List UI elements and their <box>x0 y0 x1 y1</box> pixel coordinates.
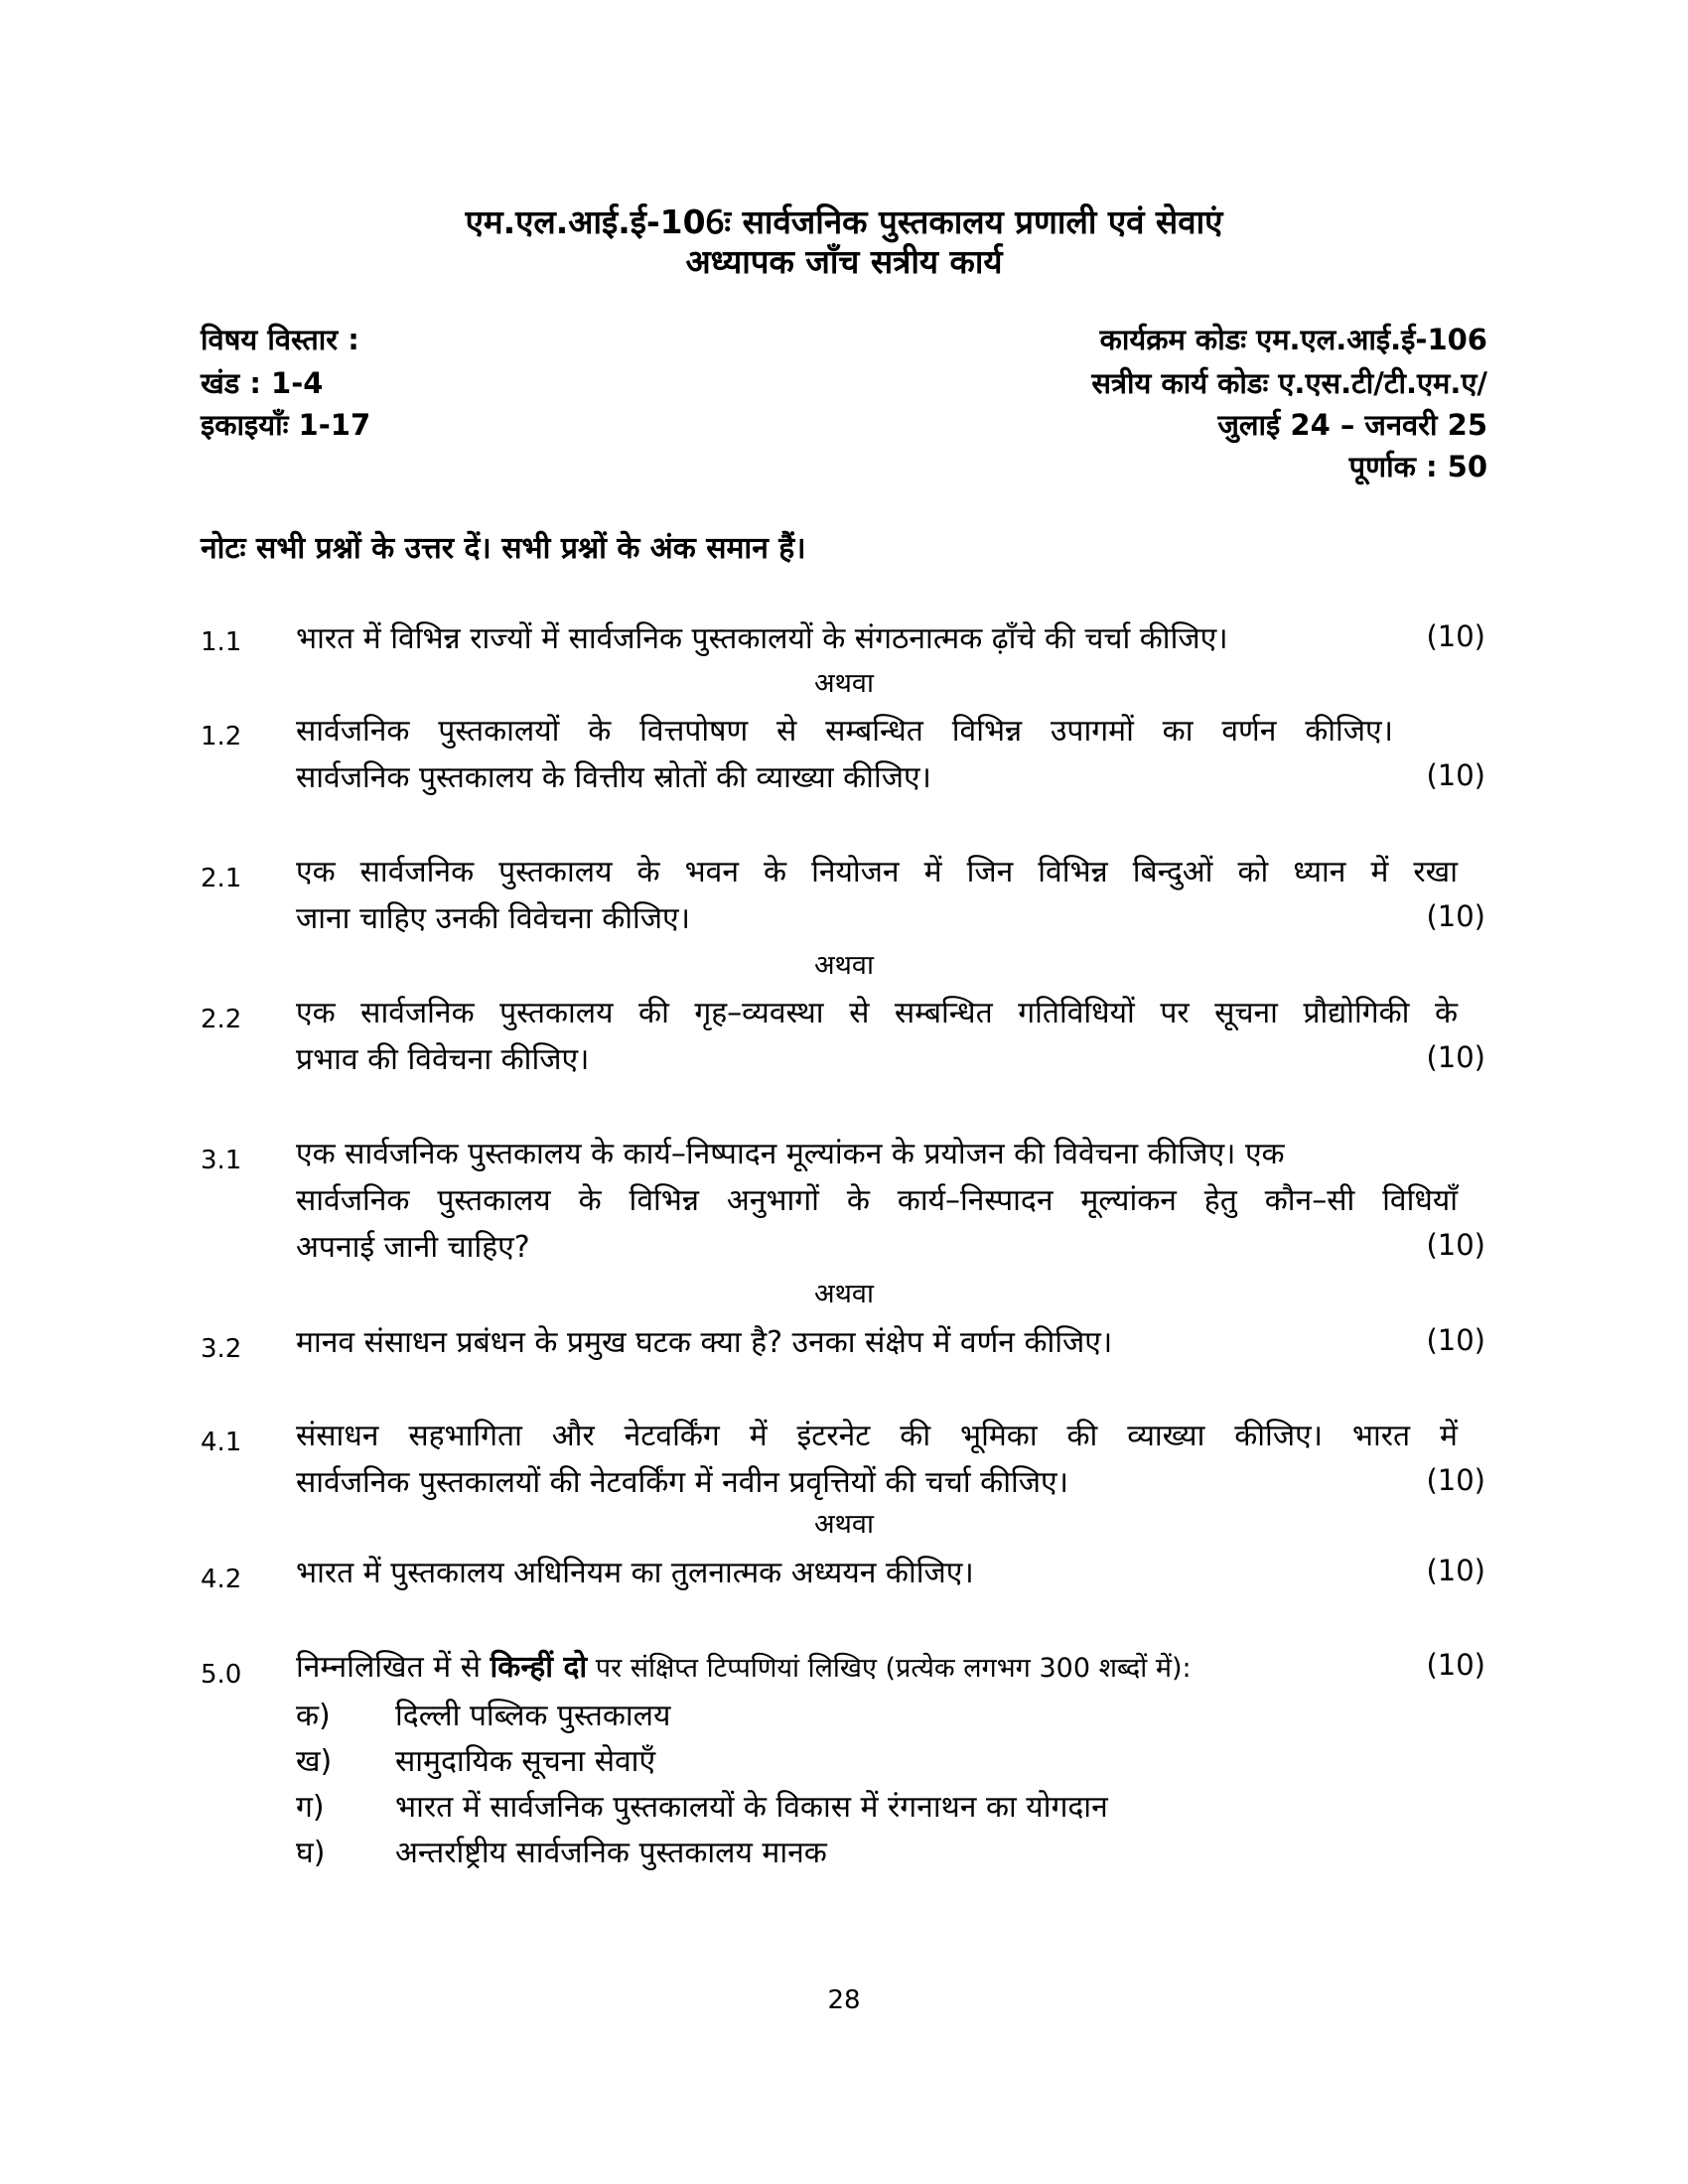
document-title: एम.एल.आई.ई-106ः सार्वजनिक पुस्तकालय प्रणाली एवं सेवाएं <box>465 203 1223 241</box>
question-text-continued: सार्वजनिक पुस्तकालय के विभिन्न अनुभागों के कार्य–निस्पादन मूल्यांकन हेतु कौन–सी विधियाँ <box>296 1183 1458 1218</box>
question-text: भारत में विभिन्न राज्यों में सार्वजनिक पुस्तकालयों के संगठनात्मक ढ़ाँचे की चर्चा कीजिए। <box>296 621 1228 656</box>
meta-subject: विषय विस्तार : <box>201 323 359 356</box>
question-number: 1.2 <box>201 722 242 751</box>
question-text: भारत में पुस्तकालय अधिनियम का तुलनात्मक अध्ययन कीजिए। <box>296 1556 974 1590</box>
document-subtitle: अध्यापक जाँच सत्रीय कार्य <box>685 242 1003 281</box>
question-text: एक सार्वजनिक पुस्तकालय के कार्य–निष्पादन मूल्यांकन के प्रयोजन की विवेचना कीजिए। एक <box>296 1137 1285 1171</box>
question-text: सार्वजनिक पुस्तकालयों के वित्तपोषण से सम्बन्धित विभिन्न उपागमों का वर्णन कीजिए। <box>296 714 1393 749</box>
question-number: 2.1 <box>201 864 242 893</box>
question-text: एक सार्वजनिक पुस्तकालय की गृह–व्यवस्था से सम्बन्धित गतिविधियों पर सूचना प्रौद्योगिकी के <box>296 996 1458 1030</box>
question-text-continued: सार्वजनिक पुस्तकालय के वित्तीय स्रोतों की व्याख्या कीजिए। <box>296 760 931 795</box>
question-text-continued: अपनाई जानी चाहिए? <box>296 1230 530 1265</box>
meta-block: खंड : 1-4 <box>201 366 324 400</box>
question-text-continued: जाना चाहिए उनकी विवेचना कीजिए। <box>296 901 691 936</box>
question-marks: (10) <box>1426 1648 1485 1682</box>
question-text-continued: प्रभाव की विवेचना कीजिए। <box>296 1042 590 1077</box>
question-text: एक सार्वजनिक पुस्तकालय के भवन के नियोजन में जिन विभिन्न बिन्दुओं को ध्यान में रखा <box>296 855 1458 889</box>
subitem-text: भारत में सार्वजनिक पुस्तकालयों के विकास में रंगनाथन का योगदान <box>395 1790 1108 1825</box>
question-text: मानव संसाधन प्रबंधन के प्रमुख घटक क्या है? उनका संक्षेप में वर्णन कीजिए। <box>296 1325 1113 1360</box>
or-separator: अथवा <box>814 668 874 699</box>
question-marks: (10) <box>1426 899 1485 933</box>
question-text: संसाधन सहभागिता और नेटवर्किंग में इंटरनेट की भूमिका की व्याख्या कीजिए। भारत में <box>296 1419 1458 1453</box>
question-marks: (10) <box>1426 1323 1485 1357</box>
question-number: 2.2 <box>201 1005 242 1034</box>
meta-session: जुलाई 24 – जनवरी 25 <box>1217 408 1487 442</box>
question-text-continued: सार्वजनिक पुस्तकालयों की नेटवर्किंग में नवीन प्रवृत्तियों की चर्चा कीजिए। <box>296 1465 1068 1500</box>
subitem-label: घ) <box>296 1836 326 1870</box>
subitem-label: ख) <box>296 1744 333 1779</box>
or-separator: अथवा <box>814 1509 874 1540</box>
question-number: 3.1 <box>201 1146 242 1175</box>
meta-assignment-code: सत्रीय कार्य कोडः ए.एस.टी/टी.एम.ए/ <box>1091 366 1487 400</box>
question-marks: (10) <box>1426 1554 1485 1587</box>
or-separator: अथवा <box>814 950 874 981</box>
question-text: निम्नलिखित में से किन्हीं दो पर संक्षिप्त टिप्पणियां लिखिए (प्रत्येक लगभग 300 शब्दों में): <box>296 1650 1192 1685</box>
question-number: 4.1 <box>201 1428 242 1457</box>
question-number: 5.0 <box>201 1660 242 1690</box>
subitem-text: सामुदायिक सूचना सेवाएँ <box>395 1744 656 1779</box>
subitem-text: अन्तर्राष्ट्रीय सार्वजनिक पुस्तकालय मानक <box>395 1836 827 1870</box>
question-marks: (10) <box>1426 1040 1485 1074</box>
question-marks: (10) <box>1426 1463 1485 1497</box>
subitem-label: क) <box>296 1699 331 1733</box>
instructions-note: नोटः सभी प्रश्नों के उत्तर दें। सभी प्रश्नों के अंक समान हैं। <box>201 531 806 566</box>
meta-units: इकाइयाँः 1-17 <box>201 408 371 442</box>
or-separator: अथवा <box>814 1279 874 1309</box>
subitem-label: ग) <box>296 1790 325 1825</box>
subitem-text: दिल्ली पब्लिक पुस्तकालय <box>395 1699 671 1733</box>
question-marks: (10) <box>1426 619 1485 653</box>
meta-programme-code: कार्यक्रम कोडः एम.एल.आई.ई-106 <box>1099 323 1487 356</box>
question-number: 3.2 <box>201 1334 242 1364</box>
question-number: 4.2 <box>201 1565 242 1594</box>
question-number: 1.1 <box>201 627 242 657</box>
page-number: 28 <box>827 1985 861 2015</box>
question-marks: (10) <box>1426 758 1485 792</box>
emphasis-text: किन्हीं दो <box>490 1650 588 1685</box>
question-marks: (10) <box>1426 1228 1485 1262</box>
meta-max-marks: पूर्णाक : 50 <box>1348 450 1487 483</box>
